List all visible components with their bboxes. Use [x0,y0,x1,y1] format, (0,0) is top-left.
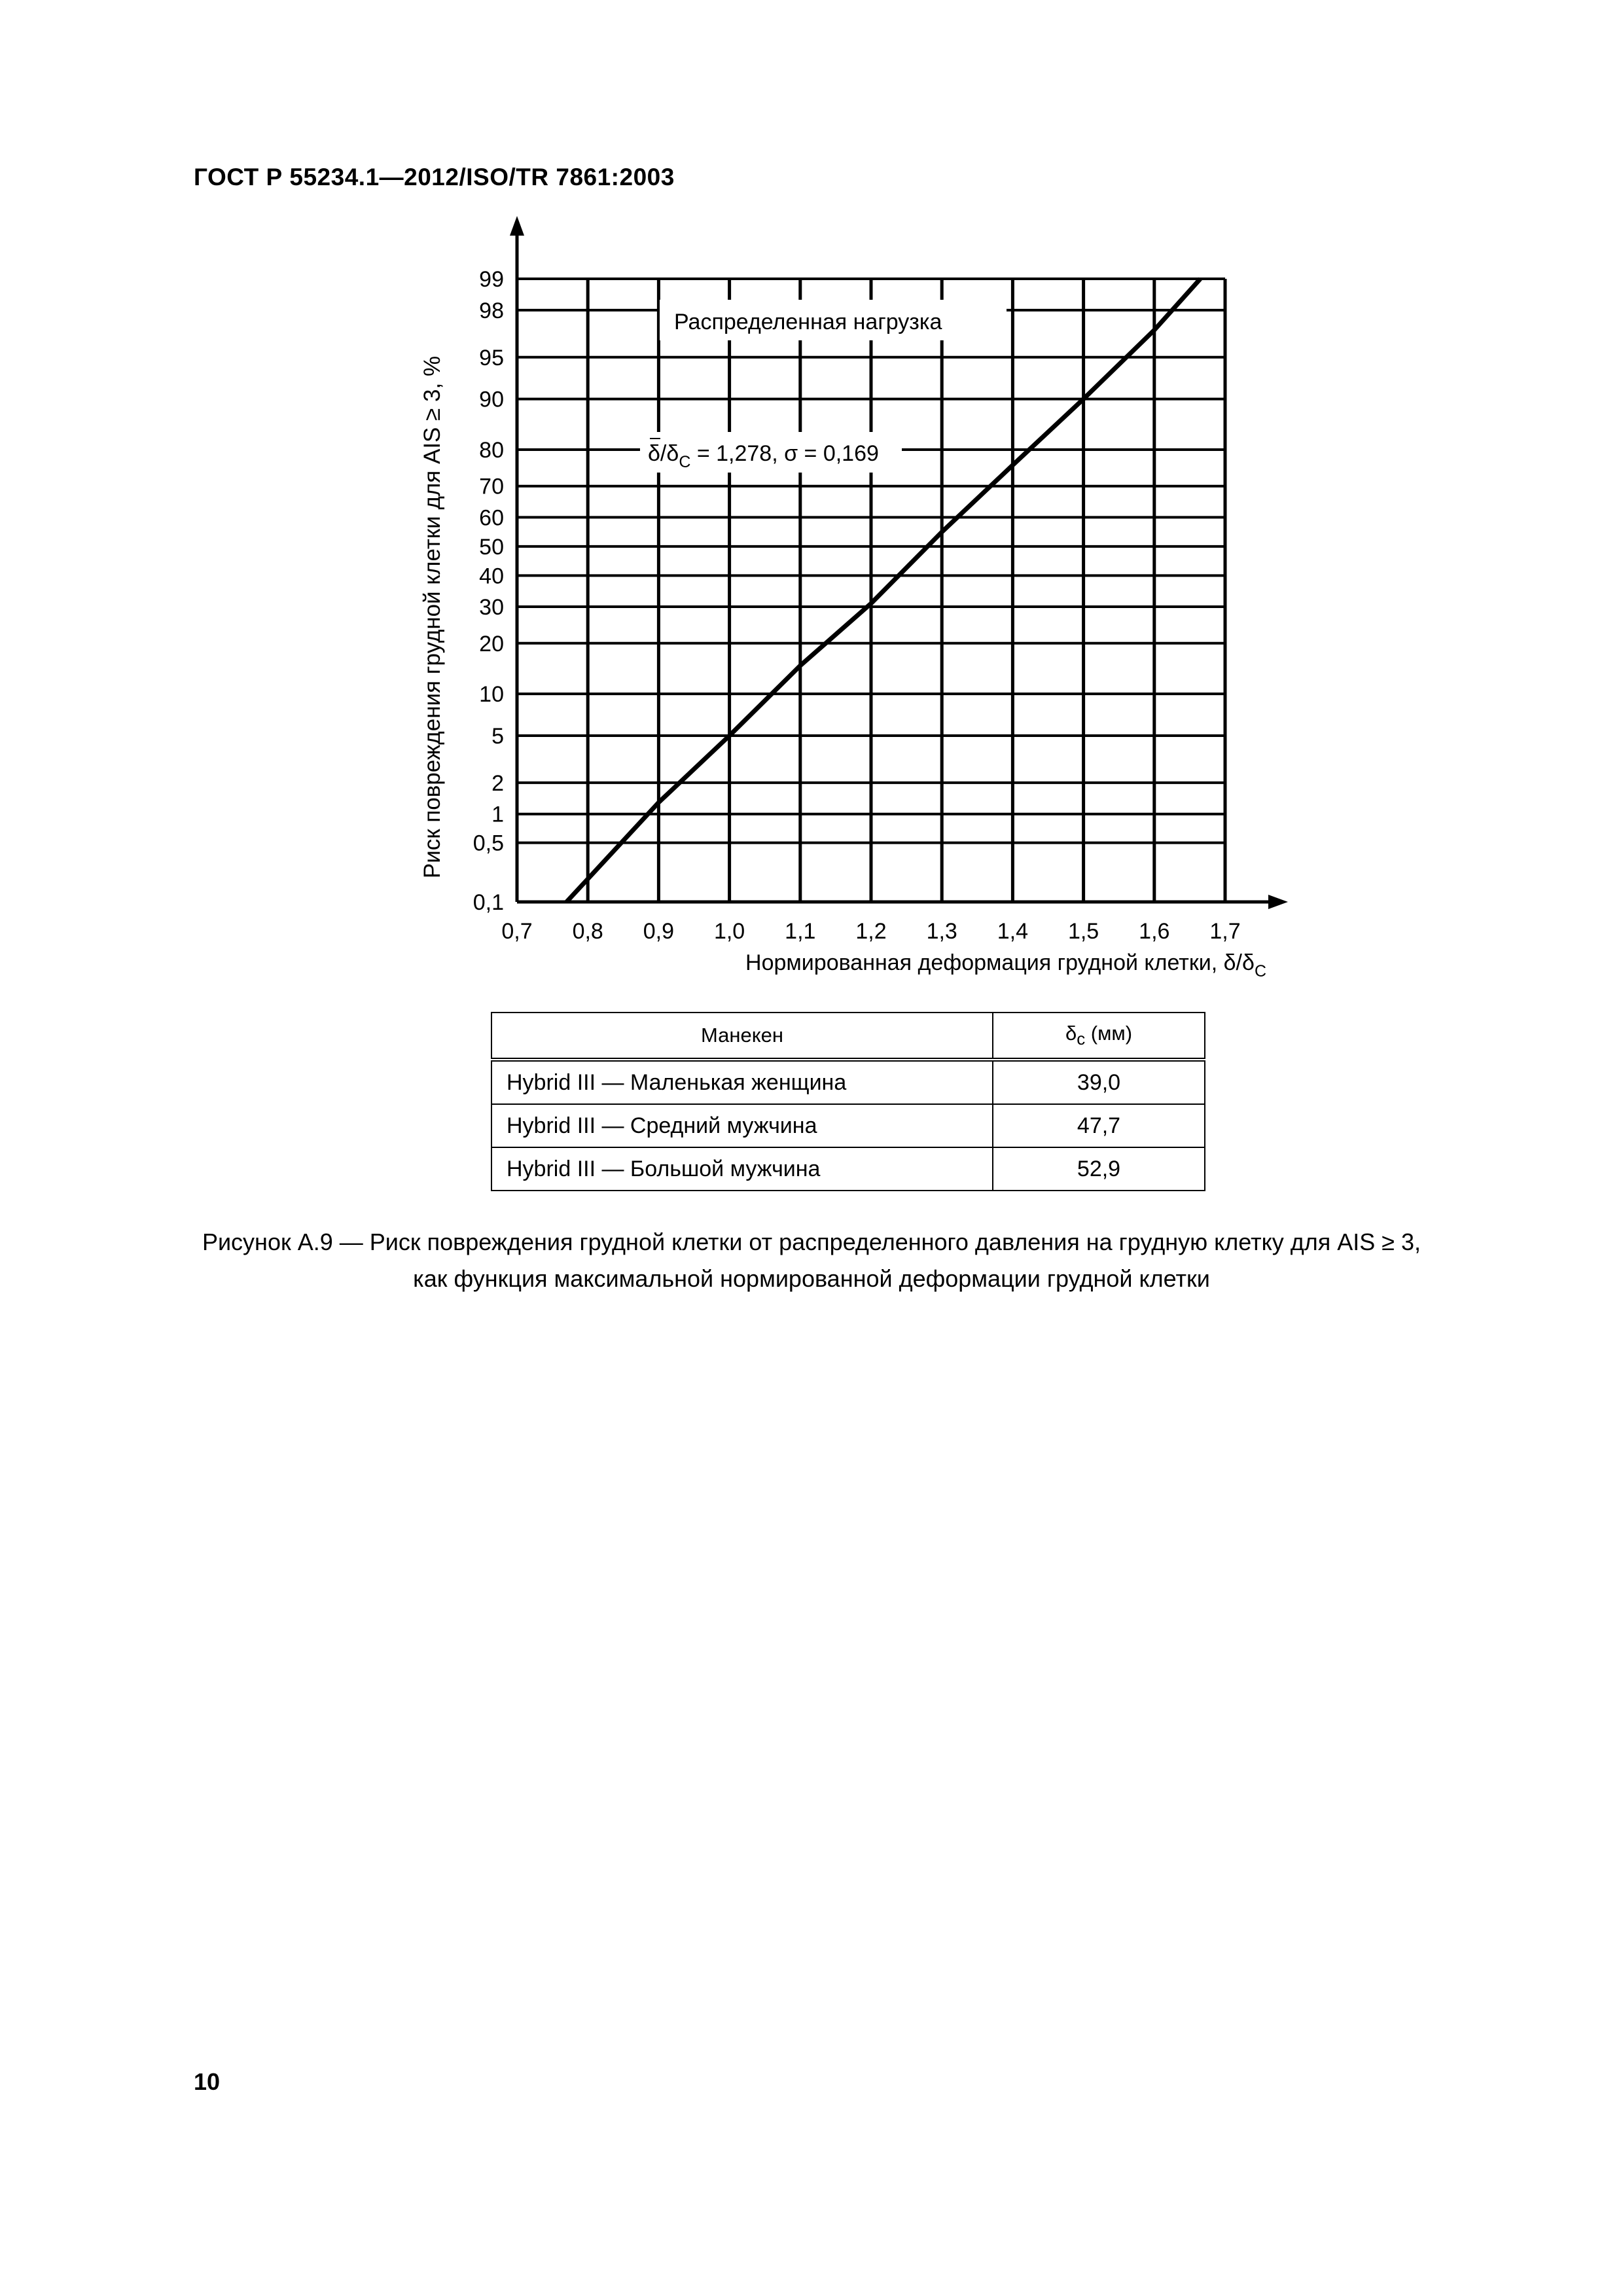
figure-caption [131,1224,1492,1297]
x-tick-label: 1,4 [997,919,1029,944]
risk-curve [567,279,1200,902]
y-tick-label: 70 [479,474,504,499]
y-tick-label: 0,5 [473,831,504,856]
y-tick-label: 0,1 [473,890,504,915]
y-tick-label: 60 [479,505,504,531]
grid-vertical [588,279,1225,902]
params-suffix: = 1,278, σ = 0,169 [690,441,879,466]
y-tick-label: 80 [479,437,504,463]
y-tick-label: 40 [479,564,504,589]
y-tick-label: 90 [479,387,504,412]
y-axis-arrow [510,216,524,236]
x-tick-label: 0,8 [572,919,603,944]
y-axis-label: Риск повреждения грудной клетки для AIS ≥ 3, % [419,355,445,879]
dummy-name: Hybrid III — Маленькая женщина [491,1060,993,1104]
y-tick-label: 10 [479,682,504,708]
x-axis-label-sub: C [1254,962,1266,980]
caption-line-1: Рисунок А.9 — Риск повреждения грудной клетки от распределенного давления на грудную клетку для AIS ≥ 3, [202,1229,1421,1255]
x-tick-label: 1,2 [855,919,887,944]
y-tick-label: 30 [479,595,504,620]
x-tick-label: 1,1 [785,919,816,944]
load-annotation: Распределенная нагрузка [674,310,942,334]
deflection-value: 39,0 [993,1060,1205,1104]
dummy-name: Hybrid III — Средний мужчина [491,1104,993,1147]
risk-chart [0,0,1623,1008]
series-group [567,279,1200,902]
page-number: 10 [194,2068,221,2095]
document-header: ГОСТ Р 55234.1—2012/ISO/TR 7861:2003 [194,164,675,190]
y-tick-label: 20 [479,631,504,656]
y-tick-label: 95 [479,345,504,370]
table-row [491,1060,1205,1104]
params-sub: C [679,453,691,471]
table-row [491,1104,1205,1147]
dummy-name: Hybrid III — Большой мужчина [491,1147,993,1191]
y-tick-label: 5 [491,723,504,749]
table-header-row [491,1013,1205,1060]
caption-line-2: как функция максимальной нормированной деформации грудной клетки [413,1265,1210,1292]
y-tick-label: 1 [491,802,504,827]
x-tick-label: 0,9 [643,919,675,944]
x-tick-label: 1,7 [1209,919,1241,944]
y-tick-label: 50 [479,534,504,560]
x-tick-label: 1,0 [713,919,745,944]
deflection-symbol: δ [1065,1021,1077,1045]
y-tick-label: 2 [491,770,504,796]
y-tick-labels [473,267,504,915]
deflection-unit: (мм) [1085,1021,1133,1045]
dummy-column-header: Манекен [491,1013,993,1060]
table-row [491,1147,1205,1191]
x-tick-label: 1,5 [1067,919,1099,944]
y-tick-label: 99 [479,267,504,292]
x-axis-arrow [1268,895,1288,909]
x-tick-label: 0,7 [501,919,533,944]
x-axis-label-main: Нормированная деформация грудной клетки, δ/δ [745,950,1255,975]
deflection-column-header [993,1013,1205,1060]
deflection-value: 47,7 [993,1104,1205,1147]
x-axis-label [745,950,1266,980]
y-tick-label: 98 [479,298,504,323]
deflection-value: 52,9 [993,1147,1205,1191]
deflection-sub: c [1077,1030,1086,1049]
dummy-table [491,1012,1205,1191]
x-tick-label: 1,3 [926,919,957,944]
x-tick-label: 1,6 [1139,919,1170,944]
x-tick-labels [501,919,1240,944]
params-prefix: δ/δ [648,441,679,466]
